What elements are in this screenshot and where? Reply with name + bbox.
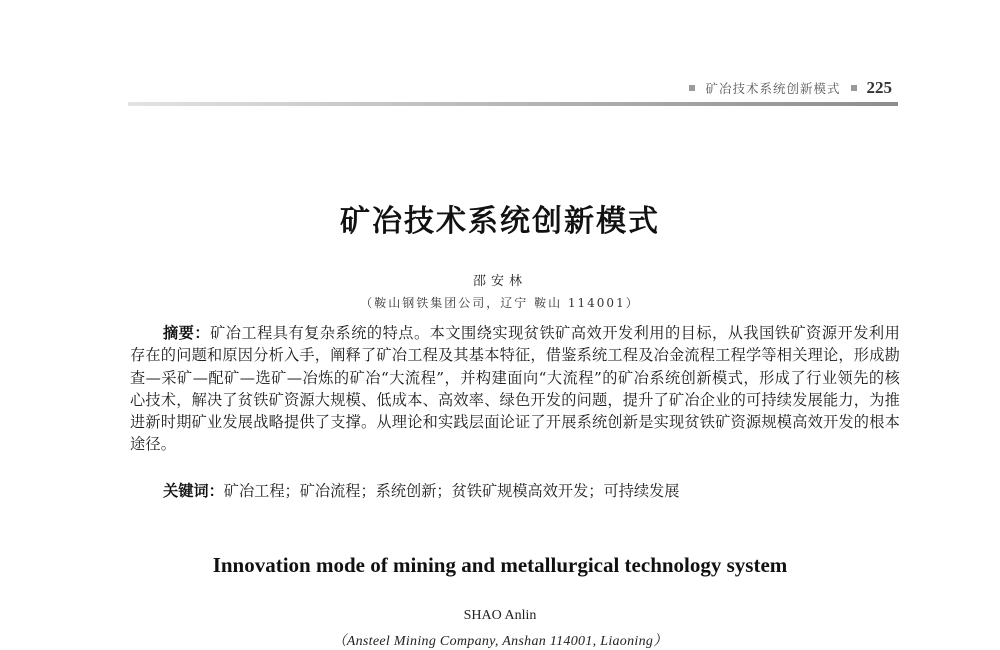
keywords-text: 矿冶工程；矿冶流程；系统创新；贫铁矿规模高效开发；可持续发展 — [223, 482, 680, 500]
square-bullet-icon — [851, 85, 857, 91]
keywords-label: 关键词： — [163, 482, 224, 500]
chinese-affiliation: （鞍山钢铁集团公司，辽宁 鞍山 114001） — [360, 296, 640, 310]
abstract-label: 摘要： — [163, 324, 211, 342]
english-author: SHAO Anlin — [463, 608, 537, 623]
chinese-author: 邵安林 — [472, 274, 527, 289]
running-header — [128, 78, 898, 100]
chinese-abstract — [130, 322, 900, 456]
running-header-right — [689, 78, 892, 98]
running-header-title: 矿冶技术系统创新模式 — [705, 81, 841, 96]
abstract-text: 矿冶工程具有复杂系统的特点。本文围绕实现贫铁矿高效开发利用的目标，从我国铁矿资源开发利用存在的问题和原因分析入手，阐释了矿冶工程及其基本特征，借鉴系统工程及冶金流程工程学等相关理论，形成勘查—采矿—配矿—选矿—冶炼的矿冶“大流程”，并构建面向“大流程”的矿冶系统创新模式，形成了行业领先的核心技术，解决了贫铁矿资源大规模、低成本、高效率、绿色开发的问题，提升了矿冶企业的可持续发展能力，为推进新时期矿业发展战略提供了支撑。从理论和实践层面论证了开展系统创新是实现贫铁矿资源规模高效开发的根本途径。 — [130, 324, 900, 454]
chinese-title: 矿冶技术系统创新模式 — [340, 204, 660, 239]
square-bullet-icon — [689, 85, 695, 91]
english-title: Innovation mode of mining and metallurgical technology system — [212, 553, 788, 577]
english-affiliation: （Ansteel Mining Company, Anshan 114001, Liaoning） — [332, 634, 668, 649]
page-number: 225 — [866, 78, 892, 97]
header-rule — [128, 102, 898, 106]
chinese-keywords — [163, 480, 900, 502]
